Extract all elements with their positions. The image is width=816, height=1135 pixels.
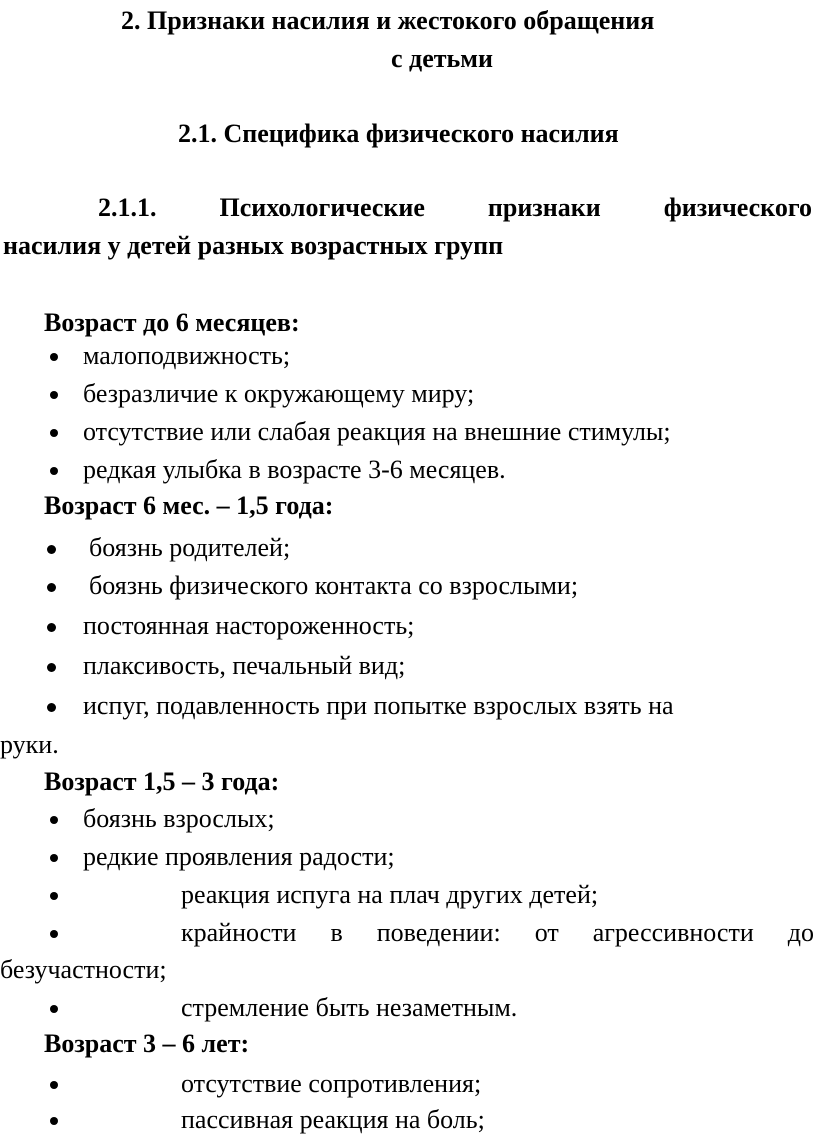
section-heading-line2: с детьми [391, 44, 493, 73]
bullet-icon [50, 930, 58, 938]
section-heading-line1: 2. Признаки насилия и жестокого обращения [121, 6, 655, 35]
bullet-icon [50, 467, 58, 475]
list-item: плаксивость, печальный вид; [83, 651, 406, 680]
bullet-icon [47, 663, 56, 672]
list-item: пассивная реакция на боль; [181, 1105, 485, 1134]
heading-word: физического [663, 193, 812, 222]
bullet-icon [50, 892, 58, 900]
age-group-title: Возраст 6 мес. – 1,5 года: [44, 491, 334, 520]
list-item-continuation: безучастности; [0, 955, 167, 984]
bullet-icon [50, 1005, 58, 1013]
bullet-icon [47, 583, 56, 592]
heading-word: 2.1.1. [98, 193, 157, 222]
word: в [330, 918, 343, 947]
bullet-icon [50, 391, 58, 399]
list-item: малоподвижность; [83, 341, 291, 370]
word: до [787, 918, 814, 947]
word: от [534, 918, 559, 947]
bullet-icon [47, 703, 56, 712]
list-item: боязнь физического контакта со взрослыми; [89, 571, 579, 600]
age-group-title: Возраст 3 – 6 лет: [44, 1029, 250, 1058]
age-group-title: Возраст 1,5 – 3 года: [44, 767, 280, 796]
bullet-icon [50, 1117, 58, 1125]
list-item: отсутствие сопротивления; [181, 1069, 482, 1098]
word: поведении: [376, 918, 501, 947]
bullet-icon [50, 429, 58, 437]
list-item: боязнь взрослых; [83, 804, 275, 833]
subsubsection-heading-line2: насилия у детей разных возрастных групп [3, 231, 504, 260]
list-item: постоянная настороженность; [83, 611, 415, 640]
list-item-justified [181, 918, 814, 948]
bullet-icon [50, 1081, 58, 1089]
list-item: отсутствие или слабая реакция на внешние стимулы; [83, 417, 671, 446]
list-item: реакция испуга на плач других детей; [181, 880, 599, 909]
bullet-icon [50, 854, 58, 862]
list-item: безразличие к окружающему миру; [83, 379, 475, 408]
word: агрессивности [592, 918, 754, 947]
heading-word: признаки [487, 193, 601, 222]
list-item: редкая улыбка в возрасте 3-6 месяцев. [83, 455, 506, 484]
subsection-heading: 2.1. Специфика физического насилия [178, 119, 619, 148]
bullet-icon [50, 816, 58, 824]
list-item-continuation: руки. [0, 730, 59, 759]
heading-word: Психологические [219, 193, 425, 222]
bullet-icon [47, 545, 56, 554]
bullet-icon [50, 353, 58, 361]
list-item: боязнь родителей; [89, 533, 291, 562]
list-item: редкие проявления радости; [83, 842, 395, 871]
age-group-title: Возраст до 6 месяцев: [44, 308, 300, 337]
word: крайности [181, 918, 297, 947]
subsubsection-heading-line1 [98, 193, 812, 223]
list-item: испуг, подавленность при попытке взрослых взять на [83, 691, 674, 720]
list-item: стремление быть незаметным. [181, 993, 518, 1022]
bullet-icon [47, 623, 56, 632]
